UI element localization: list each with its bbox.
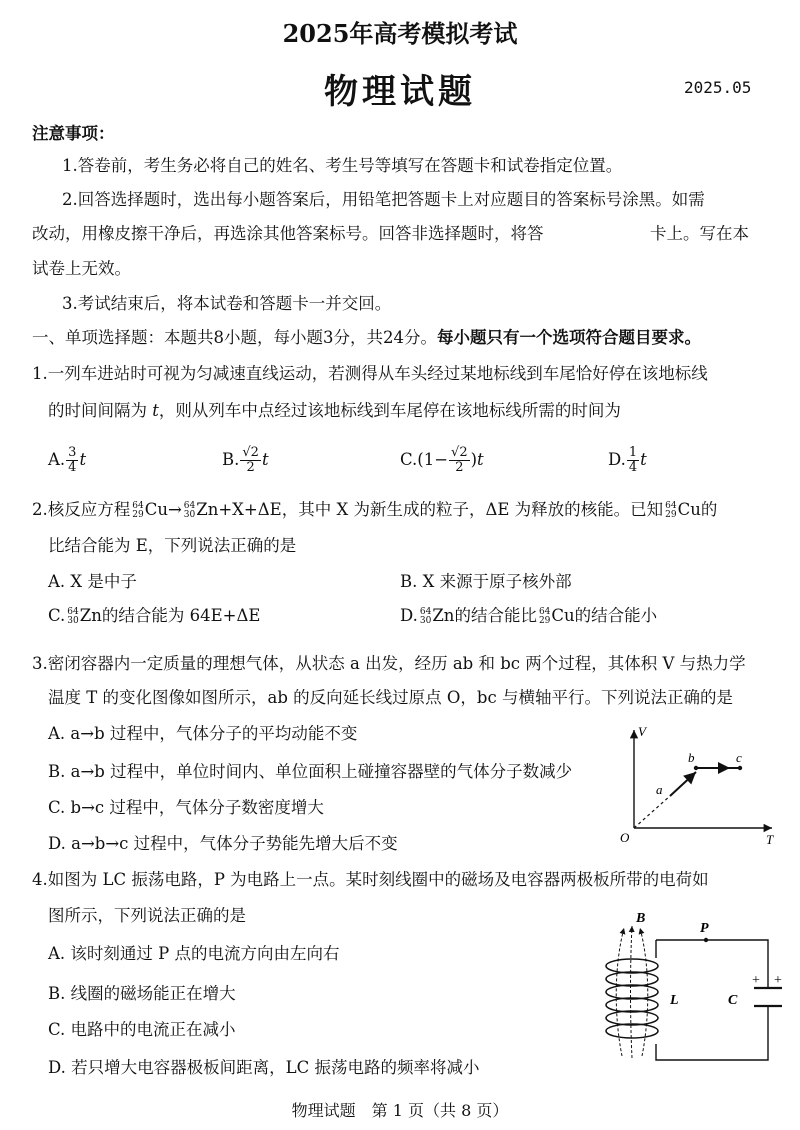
cu2-mass-number: 64 [665,500,677,511]
q2-d-zn-isotope [420,608,431,626]
origin-label: O [620,830,630,845]
plus-left: + [752,973,760,988]
q2-line-1 [32,500,717,520]
q2-line-2: 比结合能为 E，下列说法正确的是 [48,536,297,555]
q3-option-a[interactable]: A. a→b 过程中，气体分子的平均动能不变 [48,724,358,743]
q3-option-d[interactable]: D. a→b→c 过程中，气体分子势能先增大后不变 [48,834,398,853]
page-footer: 物理试题 第 1 页（共 8 页） [291,1101,509,1120]
zn-mass-number: 64 [183,500,196,511]
label-l: L [670,993,679,1008]
q1-option-b[interactable] [222,446,269,475]
plus-right: + [774,973,782,988]
q1-c-suffix: ) [470,450,478,469]
q2-option-d-label: D. [400,606,418,625]
v-axis-label: V [638,724,646,739]
notice-item-2-line-1: 2.回答选择题时，选出每小题答案后，用铅笔把答题卡上对应题目的答案标号涂黑。如需 [62,190,705,209]
q2-zn-isotope [184,502,195,520]
q1-b-var: t [261,450,269,469]
point-a-label: a [656,782,663,797]
q2-cu-symbol: Cu [144,500,168,519]
section-1-heading-a: 一、单项选择题：本题共8小题，每小题3分，共24分。 [32,328,437,347]
q2c-zn-atomic: 30 [67,615,79,626]
notice-item-3: 3.考试结束后，将本试卷和答题卡一并交回。 [62,294,392,313]
q1-d-denominator: 4 [628,460,638,475]
q1-a-var: t [79,450,87,469]
label-p: P [700,921,709,936]
cu2-atomic-number: 29 [665,509,677,520]
q1-option-c[interactable] [400,446,484,475]
q1-option-b-fraction [240,446,261,475]
q1-option-d[interactable] [608,446,647,475]
q2c-zn-mass: 64 [67,606,79,617]
q4-option-a[interactable]: A. 该时刻通过 P 点的电流方向由左向右 [48,944,340,963]
q3-vt-graph [612,722,782,852]
q1-line-1: 1.一列车进站时可视为匀减速直线运动，若测得从车头经过某地标线到车尾恰好停在该地标线 [32,364,708,383]
q4-line-2: 图所示，下列说法正确的是 [48,906,246,925]
point-b [694,766,698,770]
q1-option-a[interactable] [48,446,86,475]
q2-d-end: 的结合能小 [574,606,658,625]
zn-atomic-number: 30 [183,509,196,520]
q1-line-2a: 的时间间隔为 [48,401,147,420]
inductor-coil [606,959,658,1038]
notice-item-2-line-2b: 卡上。写在本 [650,224,749,243]
q2-arrow: → [167,500,182,519]
q1-c-numerator: √2 [451,445,468,460]
q2d-cu-mass: 64 [538,606,551,617]
point-p [704,938,708,942]
q4-line-1: 4.如图为 LC 振荡电路，P 为电路上一点。某时刻线圈中的磁场及电容器两极板所带的电荷如 [32,870,709,889]
q4-lc-circuit [592,906,792,1076]
q2d-cu-atomic: 29 [538,615,551,626]
q2-c-zn: Zn [79,606,102,625]
q1-a-numerator: 3 [68,445,77,460]
q1-line-2b: ，则从列车中点经过该地标线到车尾停在该地标线所需的时间为 [158,401,621,420]
label-c: C [728,993,738,1008]
q2-option-b[interactable]: B. X 来源于原子核外部 [400,572,572,591]
q4-option-d[interactable]: D. 若只增大电容器极板间距离，LC 振荡电路的频率将减小 [48,1058,480,1077]
q1-option-c-fraction [449,446,470,475]
q2-d-text: 的结合能比 [454,606,537,625]
q3-option-b[interactable]: B. a→b 过程中，单位时间内、单位面积上碰撞容器壁的气体分子数减少 [48,762,573,781]
q2-zn-symbol: Zn [196,500,219,519]
q3-option-c[interactable]: C. b→c 过程中，气体分子数密度增大 [48,798,324,817]
label-b: B [636,911,646,926]
q2-text-b: +X+ΔE，其中 X 为新生成的粒子，ΔE 为释放的核能。已知 [218,500,664,519]
q1-b-numerator: √2 [242,445,259,460]
point-c [738,766,742,770]
q1-d-var: t [640,450,647,469]
q3-line-1: 3.密闭容器内一定质量的理想气体，从状态 a 出发，经历 ab 和 bc 两个过程，其体积 V 与热力学 [32,654,746,673]
q1-option-c-label: C.(1− [400,450,449,469]
notice-heading: 注意事项： [32,124,115,143]
q3-line-2: 温度 T 的变化图像如图所示，ab 的反向延长线过原点 O，bc 与横轴平行。下列说法正确的是 [48,688,733,707]
q2d-zn-atomic: 30 [419,615,432,626]
q4-option-b[interactable]: B. 线圈的磁场能正在增大 [48,984,236,1003]
notice-item-1: 1.答卷前，考生务必将自己的姓名、考生号等填写在答题卡和试卷指定位置。 [62,156,623,175]
cu-atomic-number: 29 [132,509,144,520]
q2-c-text: 的结合能为 64E+ΔE [101,606,261,625]
q2-c-zn-isotope [67,608,78,626]
point-b-label: b [688,750,695,765]
q1-line-2 [48,401,621,421]
q2-text-a: 核反应方程 [47,500,131,519]
q2-d-cu-isotope [539,608,550,626]
t-axis-label: T [766,832,774,847]
q1-option-b-label: B. [222,450,240,469]
q2d-zn-mass: 64 [419,606,432,617]
q2-number: 2. [32,500,48,519]
q1-b-denominator: 2 [246,460,255,475]
ab-segment [670,772,696,796]
notice-item-2-line-2a: 改动，用橡皮擦干净后，再选涂其他答案标号。回答非选择题时，将答 [32,224,544,243]
q2-option-a[interactable]: A. X 是中子 [48,572,137,591]
section-1-heading [32,328,701,348]
q1-option-d-fraction [627,446,639,475]
q4-option-c[interactable]: C. 电路中的电流正在减小 [48,1020,236,1039]
q2-cu-isotope [132,502,143,520]
q2-cu2-symbol: Cu [677,500,701,519]
q1-option-a-fraction [66,446,78,475]
exam-date: 2025.05 [684,78,752,97]
q1-d-numerator: 1 [628,445,638,460]
q2-option-c-label: C. [48,606,66,625]
q1-var-t: t [152,401,159,420]
q1-a-denominator: 4 [68,460,77,475]
q2-text-c: 的 [700,500,718,519]
subject-title: 物理试题 [324,72,476,112]
exam-title: 2025年高考模拟考试 [282,19,518,48]
q2-option-d[interactable] [400,606,657,626]
q1-c-denominator: 2 [455,460,464,475]
q2-cu2-isotope [665,502,676,520]
notice-item-2-line-3: 试卷上无效。 [32,259,131,278]
q2-d-zn: Zn [432,606,455,625]
q2-option-c[interactable] [48,606,260,626]
point-c-label: c [736,750,742,765]
q1-option-a-label: A. [48,450,66,469]
q1-c-var: t [477,450,484,469]
cu-mass-number: 64 [132,500,144,511]
section-1-heading-b: 每小题只有一个选项符合题目要求。 [437,328,701,347]
q2-d-cu: Cu [551,606,575,625]
q1-option-d-label: D. [608,450,626,469]
origin-extension-dashed [634,796,670,828]
